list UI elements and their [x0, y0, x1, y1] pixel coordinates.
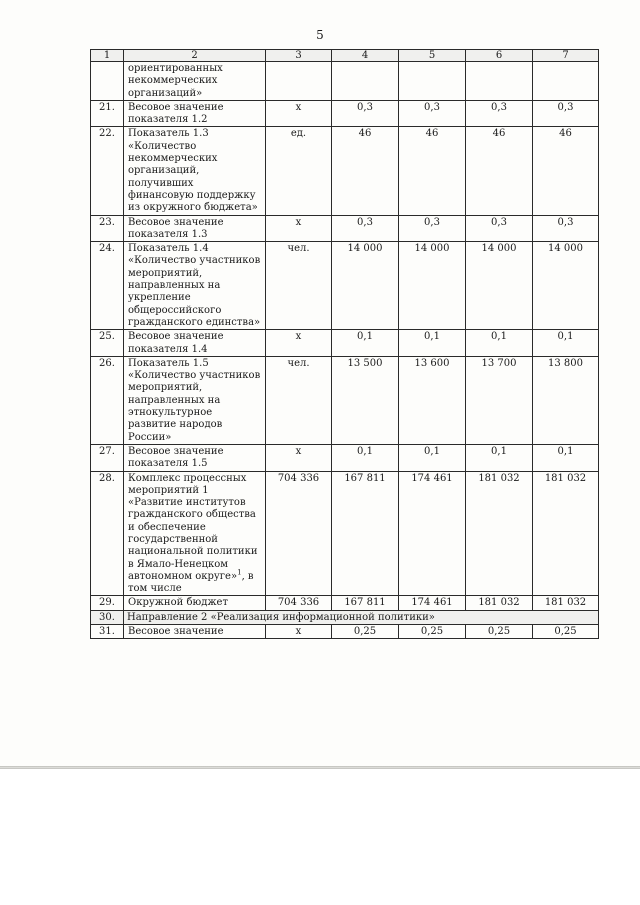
col-header-2: 2 — [124, 50, 266, 62]
unit-cell: чел. — [266, 356, 332, 444]
unit-cell: ед. — [266, 127, 332, 215]
row-number: 23. — [91, 215, 124, 242]
value-cell — [466, 62, 533, 101]
value-cell: 0,1 — [332, 330, 399, 357]
unit-cell: х — [266, 444, 332, 471]
row-number: 27. — [91, 444, 124, 471]
value-cell: 14 000 — [399, 242, 466, 330]
value-cell: 0,25 — [533, 625, 599, 639]
row-number: 25. — [91, 330, 124, 357]
value-cell: 181 032 — [533, 596, 599, 610]
col-header-5: 5 — [399, 50, 466, 62]
value-cell: 0,25 — [466, 625, 533, 639]
value-cell: 13 800 — [533, 356, 599, 444]
footnote-marker: 1 — [237, 568, 242, 577]
table-row — [91, 330, 599, 357]
col-header-1: 1 — [91, 50, 124, 62]
col-header-4: 4 — [332, 50, 399, 62]
row-number: 28. — [91, 471, 124, 596]
section-title: Направление 2 «Реализация информационной политики» — [124, 610, 599, 624]
value-cell: 46 — [466, 127, 533, 215]
unit-cell: х — [266, 625, 332, 639]
value-cell: 181 032 — [466, 471, 533, 596]
indicator-name: Весовое значение показателя 1.2 — [124, 100, 266, 127]
value-cell: 167 811 — [332, 596, 399, 610]
table-row — [91, 356, 599, 444]
indicator-name: Весовое значение — [124, 625, 266, 639]
value-cell: 0,1 — [466, 330, 533, 357]
indicator-name: Весовое значение показателя 1.5 — [124, 444, 266, 471]
row-number: 24. — [91, 242, 124, 330]
value-cell: 181 032 — [533, 471, 599, 596]
col-header-6: 6 — [466, 50, 533, 62]
value-cell — [332, 62, 399, 101]
value-cell: 13 500 — [332, 356, 399, 444]
indicator-name: ориентированных некоммерческих организаций» — [124, 62, 266, 101]
indicator-name: Окружной бюджет — [124, 596, 266, 610]
value-cell: 167 811 — [332, 471, 399, 596]
scan-edge — [0, 766, 640, 768]
section-row — [91, 610, 599, 624]
value-cell: 0,1 — [332, 444, 399, 471]
value-cell: 46 — [399, 127, 466, 215]
indicator-name: Показатель 1.3 «Количество некоммерческих организаций, получивших финансовую поддержку из окружного бюджета» — [124, 127, 266, 215]
value-cell: 0,1 — [466, 444, 533, 471]
complex-title-tail: , в том числе — [128, 570, 254, 595]
table-row — [91, 242, 599, 330]
value-cell: 0,25 — [332, 625, 399, 639]
table-row — [91, 215, 599, 242]
column-number-row — [91, 50, 599, 62]
table-row — [91, 471, 599, 596]
unit-cell — [266, 62, 332, 101]
indicator-name: Весовое значение показателя 1.3 — [124, 215, 266, 242]
col-header-7: 7 — [533, 50, 599, 62]
value-cell — [399, 62, 466, 101]
value-cell: 0,1 — [533, 444, 599, 471]
row-number: 30. — [91, 610, 124, 624]
value-cell: 181 032 — [466, 596, 533, 610]
row-number: 21. — [91, 100, 124, 127]
value-cell: 14 000 — [466, 242, 533, 330]
table-row — [91, 62, 599, 101]
unit-cell: х — [266, 330, 332, 357]
unit-cell: х — [266, 215, 332, 242]
value-cell: 0,25 — [399, 625, 466, 639]
col-header-3: 3 — [266, 50, 332, 62]
row-number: 29. — [91, 596, 124, 610]
indicator-name — [124, 471, 266, 596]
value-cell: 0,3 — [399, 100, 466, 127]
value-cell: 0,1 — [399, 444, 466, 471]
total-cell: 704 336 — [266, 596, 332, 610]
table-row — [91, 127, 599, 215]
unit-cell: х — [266, 100, 332, 127]
table-row — [91, 100, 599, 127]
value-cell: 14 000 — [332, 242, 399, 330]
value-cell — [533, 62, 599, 101]
program-indicators-table — [90, 49, 599, 639]
value-cell: 13 600 — [399, 356, 466, 444]
table-row — [91, 596, 599, 610]
row-number — [91, 62, 124, 101]
value-cell: 13 700 — [466, 356, 533, 444]
value-cell: 0,1 — [399, 330, 466, 357]
row-number: 22. — [91, 127, 124, 215]
value-cell: 0,3 — [332, 215, 399, 242]
row-number: 26. — [91, 356, 124, 444]
value-cell: 46 — [533, 127, 599, 215]
value-cell: 0,3 — [533, 100, 599, 127]
row-number: 31. — [91, 625, 124, 639]
indicator-name: Показатель 1.5 «Количество участников мероприятий, направленных на этнокультурное развитие народов России» — [124, 356, 266, 444]
value-cell: 0,3 — [466, 215, 533, 242]
unit-cell: чел. — [266, 242, 332, 330]
value-cell: 46 — [332, 127, 399, 215]
indicator-name: Весовое значение показателя 1.4 — [124, 330, 266, 357]
indicator-name: Показатель 1.4 «Количество участников мероприятий, направленных на укрепление общероссийского гражданского единства» — [124, 242, 266, 330]
value-cell: 14 000 — [533, 242, 599, 330]
table-row — [91, 444, 599, 471]
value-cell: 0,3 — [466, 100, 533, 127]
value-cell: 174 461 — [399, 596, 466, 610]
value-cell: 0,3 — [332, 100, 399, 127]
value-cell: 0,3 — [533, 215, 599, 242]
value-cell: 0,1 — [533, 330, 599, 357]
complex-title: Комплекс процессных мероприятий 1 «Развитие институтов гражданского общества и обеспечение государственной национальной политики в Ямало-Ненецком автономном округе» — [128, 472, 258, 582]
value-cell: 0,3 — [399, 215, 466, 242]
page-number: 5 — [316, 28, 324, 42]
total-cell: 704 336 — [266, 471, 332, 596]
table-row — [91, 625, 599, 639]
value-cell: 174 461 — [399, 471, 466, 596]
